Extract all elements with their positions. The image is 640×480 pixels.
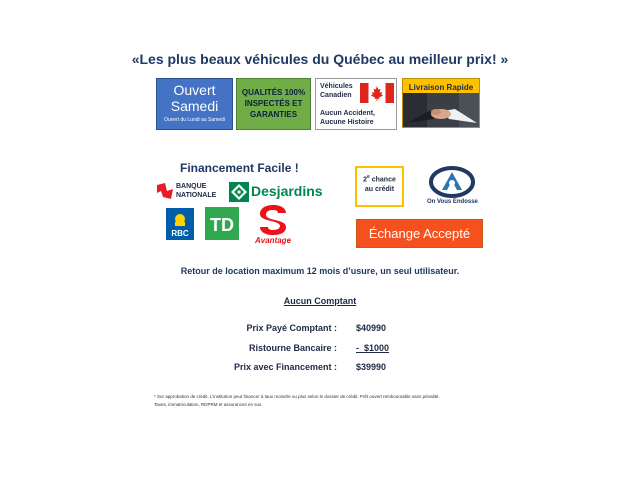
aucun-comptant-text: Aucun Comptant: [283, 296, 357, 306]
accident-line1: Aucun Accident,: [320, 110, 375, 117]
fine-print-line1: * Sur approbation de crédit. L’institution peut financer à taux moindre ou plus selon le dossier de crédit. Prêt ouvert remboursable sans pénalité.: [154, 394, 440, 399]
td-text: TD: [210, 215, 234, 235]
scotia-icon: [256, 203, 290, 237]
price-value-comptant: $40990: [356, 323, 387, 333]
price-value-ristourne: - $1000: [356, 343, 390, 353]
chance-sup: e: [367, 174, 370, 180]
handshake-icon: [403, 93, 480, 128]
chance-line1: [357, 172, 402, 185]
td-icon: [205, 207, 239, 240]
livraison-box: [402, 78, 480, 128]
qualite-line1: QUALITÉS 100%: [241, 88, 306, 97]
price-value-financement: $39990: [356, 362, 387, 372]
ouvert-line2: Samedi: [170, 98, 219, 114]
fine-print: [154, 393, 494, 409]
fine-print-line2: Taxes, immatriculation, RDPRM et assurances en sus.: [154, 402, 263, 407]
financement-title: Financement Facile !: [180, 161, 299, 175]
retour-location-text: Retour de location maximum 12 mois d’usure, un seul utilisateur.: [180, 266, 460, 276]
ouvert-small: Ouvert du Lundi au Samedi: [164, 117, 225, 123]
desjardins-text: Desjardins: [251, 183, 323, 199]
price-label-ristourne: Ristourne Bancaire :: [248, 343, 337, 353]
endosse-logo-icon: [429, 166, 475, 198]
rbc-text: RBC: [171, 229, 189, 238]
price-label-financement: Prix avec Financement :: [233, 362, 337, 372]
qualite-line3: GARANTIES: [249, 110, 298, 119]
desjardins-icon: [229, 182, 249, 202]
scotia-text: Avantage: [255, 236, 292, 245]
qualite-line2: INSPECTÉS ET: [244, 99, 303, 108]
ouvert-samedi-box: [156, 78, 233, 130]
qualite-box: [236, 78, 311, 130]
bn-line1: BANQUE: [176, 183, 207, 190]
accident-line2: Aucune Histoire: [320, 119, 374, 126]
vehicules-line1: Véhicules: [320, 83, 353, 90]
deuxieme-chance-box: [355, 166, 404, 207]
chance-number: 2: [363, 176, 368, 184]
banque-nationale-icon: [155, 181, 175, 201]
vehicules-canadien-box: [315, 78, 397, 130]
headline: «Les plus beaux véhicules du Québec au meilleur prix! »: [131, 51, 509, 67]
chance-line2: au crédit: [364, 186, 395, 194]
banque-nationale-text: [176, 182, 216, 200]
vehicules-line2: Canadien: [320, 92, 352, 99]
rbc-icon: [166, 208, 194, 240]
chance-word: chance: [369, 176, 396, 184]
ouvert-line1: Ouvert: [173, 82, 216, 98]
bn-line2: NATIONALE: [176, 192, 217, 199]
livraison-label: Livraison Rapide: [408, 83, 474, 92]
echange-accepte-box: Échange Accepté: [356, 219, 483, 248]
endosse-text: On Vous Endosse: [427, 199, 478, 205]
canada-flag-icon: [360, 83, 394, 103]
price-label-comptant: Prix Payé Comptant :: [246, 323, 337, 333]
